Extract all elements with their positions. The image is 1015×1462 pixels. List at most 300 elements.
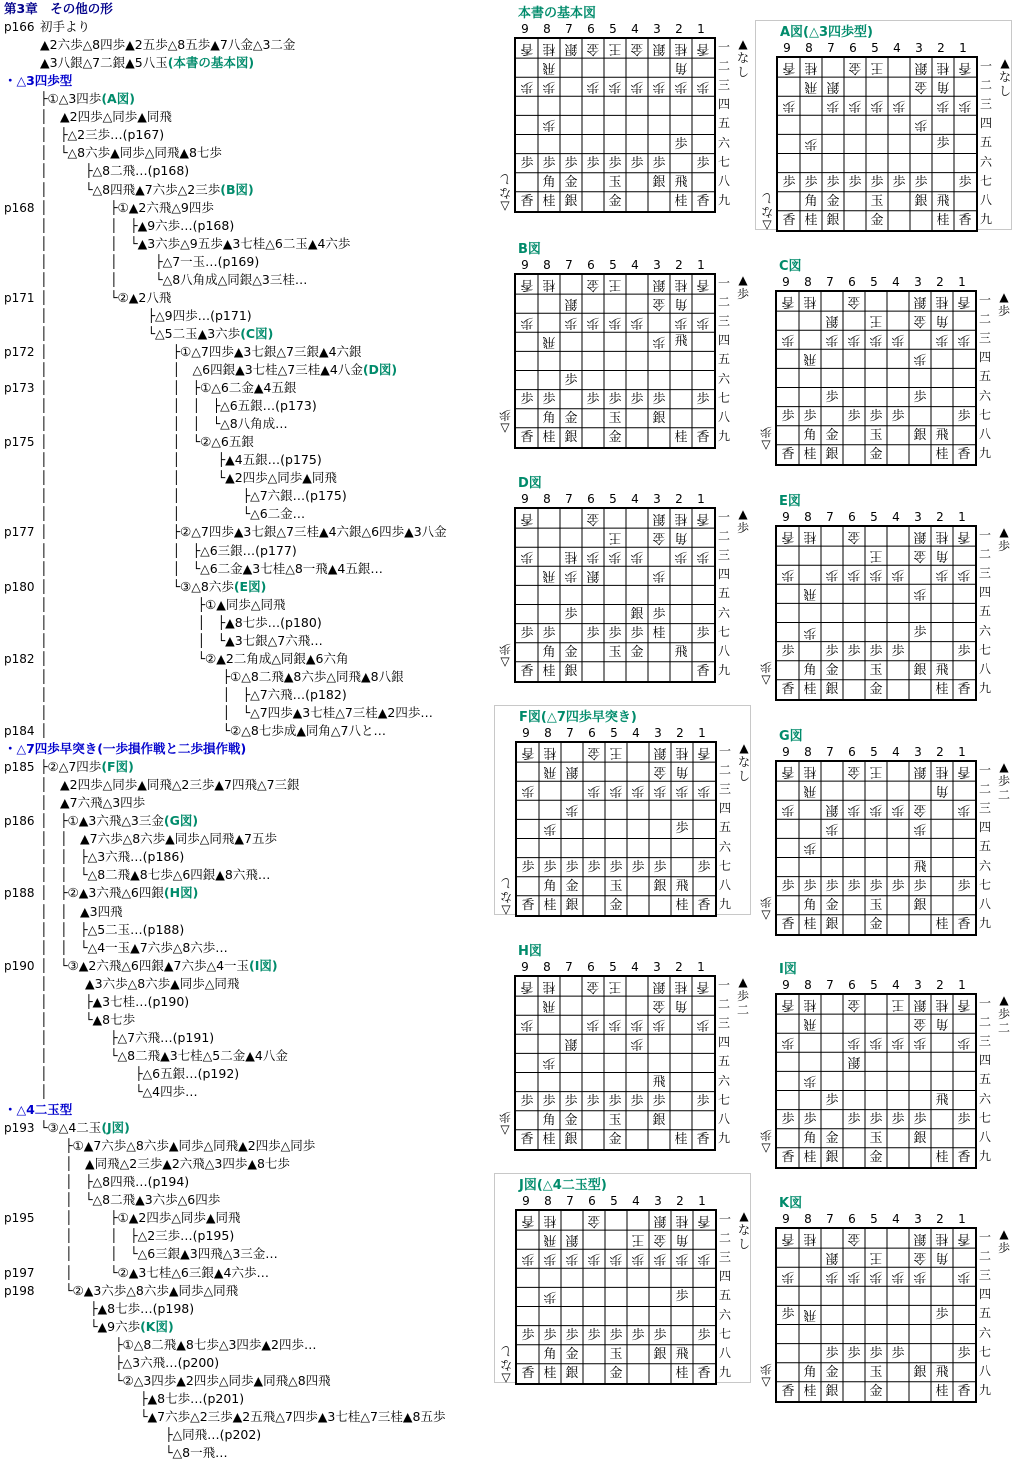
- file-label: 6: [848, 510, 856, 524]
- rank-label: 一: [978, 763, 991, 777]
- page-ref: p186: [4, 814, 35, 829]
- rank-label: 八: [717, 643, 730, 658]
- rank-label: 八: [979, 192, 992, 207]
- sente-piece: 桂: [804, 212, 818, 228]
- file-label: 8: [543, 22, 551, 36]
- diagram-title: H図: [518, 944, 542, 959]
- gote-piece: 歩: [913, 1269, 927, 1285]
- sente-piece: 桂: [674, 1131, 688, 1147]
- board: [776, 56, 978, 232]
- gote-piece: 桂: [675, 1213, 689, 1228]
- sente-piece: 玉: [609, 878, 623, 894]
- gote-piece: 香: [958, 60, 972, 75]
- gote-piece: 桂: [674, 277, 688, 292]
- sente-piece: 歩: [696, 391, 710, 407]
- board: [775, 760, 977, 936]
- gote-piece: 金: [653, 1232, 667, 1248]
- gote-piece: 角: [674, 998, 688, 1014]
- diagram-title: E図: [779, 494, 801, 509]
- gote-piece: 銀: [913, 764, 927, 779]
- sente-piece: 歩: [520, 625, 534, 641]
- rank-label: 四: [717, 333, 730, 348]
- sente-piece: 香: [957, 681, 971, 697]
- diagram-title: G図: [779, 729, 803, 744]
- gote-piece: 桂: [803, 997, 817, 1012]
- gote-piece: 歩: [891, 332, 905, 348]
- file-label: 7: [826, 510, 834, 524]
- file-label: 3: [653, 258, 661, 272]
- sente-piece: 歩: [803, 1111, 817, 1127]
- gote-piece: 角: [935, 313, 949, 329]
- board: [775, 290, 977, 466]
- file-label: 5: [610, 726, 618, 740]
- sente-piece: 歩: [869, 878, 883, 894]
- sente-piece: 桂: [803, 681, 817, 697]
- file-label: 8: [543, 960, 551, 974]
- rank-label: 七: [718, 1326, 731, 1341]
- gote-piece: 飛: [803, 586, 817, 602]
- move-text: │ └△5二玉▲3六歩: [40, 325, 241, 341]
- gote-piece: 桂: [803, 1231, 817, 1246]
- sente-piece: 銀: [825, 446, 839, 462]
- move-text: │ ▲2四歩△同歩▲同飛△2三歩▲7四飛△7三銀: [40, 777, 300, 793]
- move-text: ▲2六歩△8四歩▲2五歩△8五歩▲7八金△3二金: [40, 37, 296, 53]
- move-text: │ ├▲3七桂…(p190): [40, 993, 190, 1009]
- shogi-diagram: [755, 20, 1012, 233]
- sente-piece: 歩: [697, 859, 711, 875]
- diagram-title: F図(△7四歩早突き): [519, 710, 637, 725]
- gote-piece: 歩: [935, 567, 949, 583]
- move-text: │ │ │ └△8八角成…: [40, 416, 288, 432]
- gote-piece: 歩: [652, 79, 666, 95]
- file-labels: [776, 41, 974, 55]
- sente-piece: 金: [609, 897, 623, 913]
- sente-piece: 歩: [892, 174, 906, 190]
- sente-piece: 金: [609, 1365, 623, 1381]
- sente-piece: 玉: [869, 897, 883, 913]
- rank-label: 五: [978, 839, 991, 854]
- file-label: 3: [654, 726, 662, 740]
- sente-piece: 銀: [913, 897, 927, 913]
- file-label: 6: [587, 492, 595, 506]
- sente-piece: 歩: [804, 174, 818, 190]
- file-label: 9: [782, 978, 790, 992]
- sente-piece: 歩: [782, 174, 796, 190]
- gote-piece: 歩: [674, 315, 688, 331]
- sente-piece: 歩: [935, 1307, 949, 1323]
- file-label: 2: [676, 726, 684, 740]
- sente-piece: 銀: [914, 193, 928, 209]
- gote-piece: 飛: [543, 1232, 557, 1248]
- move-text: │ │ └△8八角成△同銀△3三桂…: [40, 271, 308, 287]
- sente-piece: 金: [825, 897, 839, 913]
- gote-piece: 香: [781, 294, 795, 309]
- gote-piece: 香: [781, 1231, 795, 1246]
- move-text: │ │ △6四銀▲3七桂△7三桂▲4八金: [40, 362, 363, 377]
- rank-label: 九: [979, 211, 992, 226]
- sente-piece: 玉: [869, 1364, 883, 1380]
- diagram-ref: (A図): [101, 91, 135, 107]
- sente-piece: 歩: [958, 174, 972, 190]
- sente-piece: 歩: [891, 878, 905, 894]
- sente-piece: 香: [781, 681, 795, 697]
- shogi-diagram: [755, 725, 1010, 933]
- sente-piece: 歩: [803, 878, 817, 894]
- file-labels: [775, 275, 973, 289]
- rank-label: 六: [717, 605, 730, 620]
- sente-piece: 香: [782, 212, 796, 228]
- file-label: 6: [848, 745, 856, 759]
- gote-hand: △歩: [760, 895, 773, 923]
- board: [775, 525, 977, 701]
- move-text: │ ▲7六飛△3四歩: [40, 795, 146, 811]
- gote-piece: 歩: [891, 1035, 905, 1051]
- gote-piece: 香: [521, 745, 535, 760]
- sente-piece: 桂: [675, 1365, 689, 1381]
- file-label: 9: [522, 1194, 530, 1208]
- gote-piece: 歩: [696, 79, 710, 95]
- move-text: │ │ ├▲9六歩…(p168): [40, 217, 235, 233]
- sente-piece: 金: [825, 662, 839, 678]
- shogi-diagram: [494, 1173, 751, 1386]
- move-text: │ │ ├▲4五銀…(p175): [40, 452, 322, 468]
- rank-label: 七: [717, 154, 730, 169]
- move-text: │ ├△2三歩…(p167): [40, 127, 165, 143]
- gote-piece: 歩: [957, 1269, 971, 1285]
- gote-piece: 銀: [565, 1232, 579, 1248]
- sente-piece: 銀: [913, 1130, 927, 1146]
- gote-piece: 銀: [653, 1213, 667, 1228]
- diagram-ref: (G図): [163, 813, 199, 829]
- file-label: 6: [588, 1194, 596, 1208]
- move-text: │ │ └△6二金▲3七桂△8一飛▲4五銀…: [40, 560, 383, 576]
- move-text: │ ├①▲2四歩△同歩▲同飛: [40, 1210, 241, 1226]
- sente-piece: 歩: [521, 1327, 535, 1343]
- sente-piece: 歩: [652, 391, 666, 407]
- sente-piece: 飛: [675, 878, 689, 894]
- rank-label: 一: [978, 996, 991, 1010]
- rank-label: 八: [978, 1363, 991, 1378]
- diagram-ref: (E図): [233, 578, 267, 594]
- sente-piece: 銀: [564, 429, 578, 445]
- gote-piece: 歩: [542, 117, 556, 133]
- sente-piece: 銀: [564, 1131, 578, 1147]
- rank-label: 六: [978, 1091, 991, 1106]
- gote-piece: 歩: [565, 802, 579, 818]
- rank-label: 八: [978, 1129, 991, 1144]
- file-label: 8: [543, 258, 551, 272]
- gote-piece: 銀: [565, 764, 579, 780]
- gote-piece: 金: [586, 511, 600, 526]
- file-label: 3: [653, 960, 661, 974]
- sente-piece: 金: [608, 193, 622, 209]
- gote-piece: 歩: [891, 1269, 905, 1285]
- rank-label: 三: [979, 97, 992, 112]
- shogi-diagram: [494, 472, 749, 680]
- file-label: 8: [804, 745, 812, 759]
- sente-piece: 桂: [652, 625, 666, 641]
- rank-label: 五: [979, 135, 992, 150]
- move-text: │ ├①▲同歩△同飛: [40, 596, 286, 612]
- gote-piece: 香: [781, 997, 795, 1012]
- gote-piece: 桂: [935, 997, 949, 1012]
- sente-piece: 歩: [936, 136, 950, 152]
- sente-piece: 歩: [869, 1345, 883, 1361]
- sente-piece: 歩: [608, 391, 622, 407]
- sente-piece: 歩: [630, 625, 644, 641]
- move-text: │ │ └△8二飛▲8七歩△6四銀▲8六飛…: [40, 867, 271, 883]
- gote-piece: 角: [935, 548, 949, 564]
- file-label: 1: [958, 978, 966, 992]
- rank-label: 八: [718, 1345, 731, 1360]
- page-ref: p185: [4, 760, 35, 775]
- sente-piece: 歩: [869, 643, 883, 659]
- sente-piece: 銀: [652, 410, 666, 426]
- gote-piece: 飛: [803, 1016, 817, 1032]
- rank-label: 七: [978, 877, 991, 892]
- move-text: │ │ └▲3七銀△7六飛…: [40, 632, 323, 648]
- gote-piece: 金: [847, 529, 861, 544]
- file-label: 8: [804, 978, 812, 992]
- file-label: 3: [914, 1212, 922, 1226]
- gote-piece: 歩: [542, 79, 556, 95]
- gote-piece: 角: [674, 530, 688, 546]
- file-label: 1: [697, 258, 705, 272]
- gote-piece: 金: [913, 1250, 927, 1266]
- sente-piece: 歩: [847, 408, 861, 424]
- file-label: 8: [804, 1212, 812, 1226]
- move-text: │ ├△6五銀…(p192): [40, 1065, 240, 1081]
- page-ref: p188: [4, 886, 35, 901]
- gote-piece: 桂: [935, 764, 949, 779]
- gote-piece: 歩: [957, 567, 971, 583]
- file-label: 6: [587, 960, 595, 974]
- move-text: │ │ ├①△6二金▲4五銀: [40, 380, 297, 396]
- sente-piece: 歩: [565, 859, 579, 875]
- move-text: │ ├①△8二飛▲8六歩△同飛▲8八銀: [40, 668, 404, 684]
- rank-label: 二: [978, 1249, 991, 1264]
- sente-piece: 歩: [781, 1307, 795, 1323]
- board: [515, 741, 717, 917]
- gote-piece: 飛: [542, 60, 556, 76]
- diagram-title: D図: [518, 476, 542, 491]
- sente-piece: 香: [957, 1383, 971, 1399]
- file-label: 5: [870, 1212, 878, 1226]
- sente-piece: 香: [697, 897, 711, 913]
- sente-piece: 銀: [653, 1346, 667, 1362]
- file-label: 7: [566, 1194, 574, 1208]
- sente-piece: 玉: [869, 427, 883, 443]
- file-label: 4: [631, 258, 639, 272]
- sente-piece: 玉: [608, 174, 622, 190]
- sente-piece: 香: [520, 663, 534, 679]
- file-label: 7: [565, 960, 573, 974]
- file-label: 7: [826, 275, 834, 289]
- sente-piece: 歩: [957, 1111, 971, 1127]
- gote-piece: 香: [696, 277, 710, 292]
- rank-label: 一: [718, 1212, 731, 1226]
- gote-piece: 桂: [803, 294, 817, 309]
- file-label: 2: [936, 745, 944, 759]
- gote-piece: 歩: [825, 332, 839, 348]
- board: [514, 37, 716, 213]
- sente-piece: 歩: [653, 859, 667, 875]
- sente-piece: 桂: [543, 1365, 557, 1381]
- gote-piece: 王: [869, 548, 883, 564]
- move-text: │ └△8二飛▲3六歩△6四歩: [40, 1192, 221, 1208]
- rank-label: 九: [717, 192, 730, 207]
- gote-piece: 桂: [542, 277, 556, 292]
- gote-piece: 桂: [542, 979, 556, 994]
- gote-piece: 飛: [803, 351, 817, 367]
- move-text: │ ├△9四歩…(p171): [40, 307, 252, 323]
- file-label: 5: [870, 978, 878, 992]
- move-text: ・△4二玉型: [4, 1102, 73, 1118]
- move-text: │ │ └▲3六歩△9五歩▲3七桂△6二玉▲4六歩: [40, 235, 351, 251]
- file-label: 8: [543, 492, 551, 506]
- sente-piece: 金: [564, 174, 578, 190]
- file-label: 4: [632, 1194, 640, 1208]
- sente-hand: ▲歩二: [997, 993, 1010, 1035]
- file-label: 5: [870, 510, 878, 524]
- sente-piece: 歩: [825, 389, 839, 405]
- move-text: ├①△3四歩: [40, 91, 102, 107]
- board: [514, 273, 716, 449]
- gote-piece: 金: [652, 296, 666, 312]
- gote-piece: 歩: [675, 783, 689, 799]
- file-label: 1: [698, 726, 706, 740]
- gote-piece: 桂: [675, 745, 689, 760]
- move-text: │ └△8四飛▲7六歩△2三歩: [40, 181, 221, 197]
- gote-piece: 銀: [652, 979, 666, 994]
- sente-piece: 歩: [847, 1345, 861, 1361]
- rank-label: 七: [978, 642, 991, 657]
- file-label: 1: [958, 275, 966, 289]
- file-label: 2: [936, 978, 944, 992]
- gote-hand: △歩: [760, 1362, 773, 1390]
- gote-piece: 歩: [520, 315, 534, 331]
- sente-piece: 香: [781, 916, 795, 932]
- move-text: │ └②△8七歩成▲同角△7八と…: [40, 723, 387, 738]
- rank-label: 八: [717, 409, 730, 424]
- gote-piece: 歩: [630, 1036, 644, 1052]
- move-text: ・△3四歩型: [4, 73, 73, 89]
- board: [775, 993, 977, 1169]
- sente-piece: 金: [564, 644, 578, 660]
- move-text: │ │ ▲7六歩△8六歩▲同歩△同飛▲7五歩: [40, 831, 277, 847]
- page-ref: p171: [4, 290, 35, 305]
- gote-piece: 歩: [781, 1035, 795, 1051]
- move-text: │ │ ├△7一玉…(p169): [40, 253, 260, 269]
- gote-piece: 歩: [543, 1289, 557, 1305]
- gote-piece: 銀: [586, 568, 600, 584]
- gote-piece: 金: [914, 79, 928, 95]
- rank-label: 九: [717, 428, 730, 443]
- sente-piece: 角: [542, 644, 556, 660]
- gote-piece: 歩: [913, 351, 927, 367]
- gote-piece: 歩: [564, 315, 578, 331]
- gote-piece: 歩: [891, 802, 905, 818]
- gote-piece: 銀: [653, 745, 667, 760]
- rank-label: 四: [717, 1035, 730, 1050]
- sente-piece: 飛: [674, 174, 688, 190]
- sente-piece: 歩: [870, 174, 884, 190]
- gote-piece: 歩: [825, 567, 839, 583]
- sente-piece: 香: [521, 897, 535, 913]
- sente-piece: 角: [803, 427, 817, 443]
- file-label: 9: [782, 1212, 790, 1226]
- gote-piece: 金: [913, 802, 927, 818]
- gote-piece: 歩: [608, 79, 622, 95]
- gote-piece: 銀: [564, 296, 578, 312]
- rank-label: 六: [979, 154, 992, 169]
- page-ref: p193: [4, 1121, 35, 1136]
- file-label: 1: [958, 1212, 966, 1226]
- diagram-title: 本書の基本図: [518, 6, 597, 21]
- sente-piece: 玉: [608, 644, 622, 660]
- rank-label: 二: [718, 763, 731, 778]
- move-text: │ └▲8七歩: [40, 1011, 136, 1027]
- gote-hand: △歩: [760, 660, 773, 688]
- sente-piece: 歩: [564, 1093, 578, 1109]
- file-label: 2: [676, 1194, 684, 1208]
- gote-piece: 歩: [586, 1017, 600, 1033]
- gote-piece: 歩: [586, 549, 600, 565]
- move-text: │ │ ▲3四飛: [40, 903, 123, 919]
- move-text: ├①▲7六歩△8六歩▲同歩△同飛▲2四歩△同歩: [40, 1138, 316, 1154]
- sente-piece: 桂: [935, 916, 949, 932]
- gote-piece: 歩: [826, 98, 840, 114]
- gote-piece: 歩: [652, 1017, 666, 1033]
- sente-piece: 金: [564, 1112, 578, 1128]
- file-label: 9: [521, 492, 529, 506]
- move-text: ▲3八銀△7二銀▲5八玉: [40, 55, 168, 71]
- rank-label: 一: [717, 40, 730, 54]
- sente-piece: 歩: [520, 1093, 534, 1109]
- gote-piece: 銀: [564, 41, 578, 56]
- sente-piece: 歩: [608, 155, 622, 171]
- sente-piece: 歩: [543, 1327, 557, 1343]
- sente-piece: 飛: [935, 1092, 949, 1108]
- gote-piece: 歩: [848, 98, 862, 114]
- sente-piece: 香: [697, 1365, 711, 1381]
- gote-piece: 歩: [957, 1035, 971, 1051]
- file-label: 3: [914, 510, 922, 524]
- shogi-diagram: [755, 255, 1010, 463]
- diagram-title: K図: [779, 1196, 803, 1211]
- diagram-title: C図: [779, 259, 802, 274]
- rank-label: 七: [718, 858, 731, 873]
- file-label: 6: [588, 726, 596, 740]
- gote-piece: 歩: [520, 79, 534, 95]
- gote-piece: 金: [587, 745, 601, 760]
- sente-piece: 歩: [825, 1092, 839, 1108]
- sente-piece: 歩: [847, 1111, 861, 1127]
- file-label: 3: [914, 978, 922, 992]
- gote-piece: 歩: [958, 98, 972, 114]
- gote-piece: 金: [913, 1016, 927, 1032]
- file-label: 2: [675, 258, 683, 272]
- file-label: 7: [565, 492, 573, 506]
- sente-piece: 歩: [826, 174, 840, 190]
- move-text: │ │ └△6二金…: [40, 506, 306, 522]
- rank-label: 七: [717, 390, 730, 405]
- gote-piece: 歩: [653, 783, 667, 799]
- gote-piece: 歩: [521, 783, 535, 799]
- file-label: 5: [871, 41, 879, 55]
- rank-label: 二: [978, 782, 991, 797]
- file-label: 7: [827, 41, 835, 55]
